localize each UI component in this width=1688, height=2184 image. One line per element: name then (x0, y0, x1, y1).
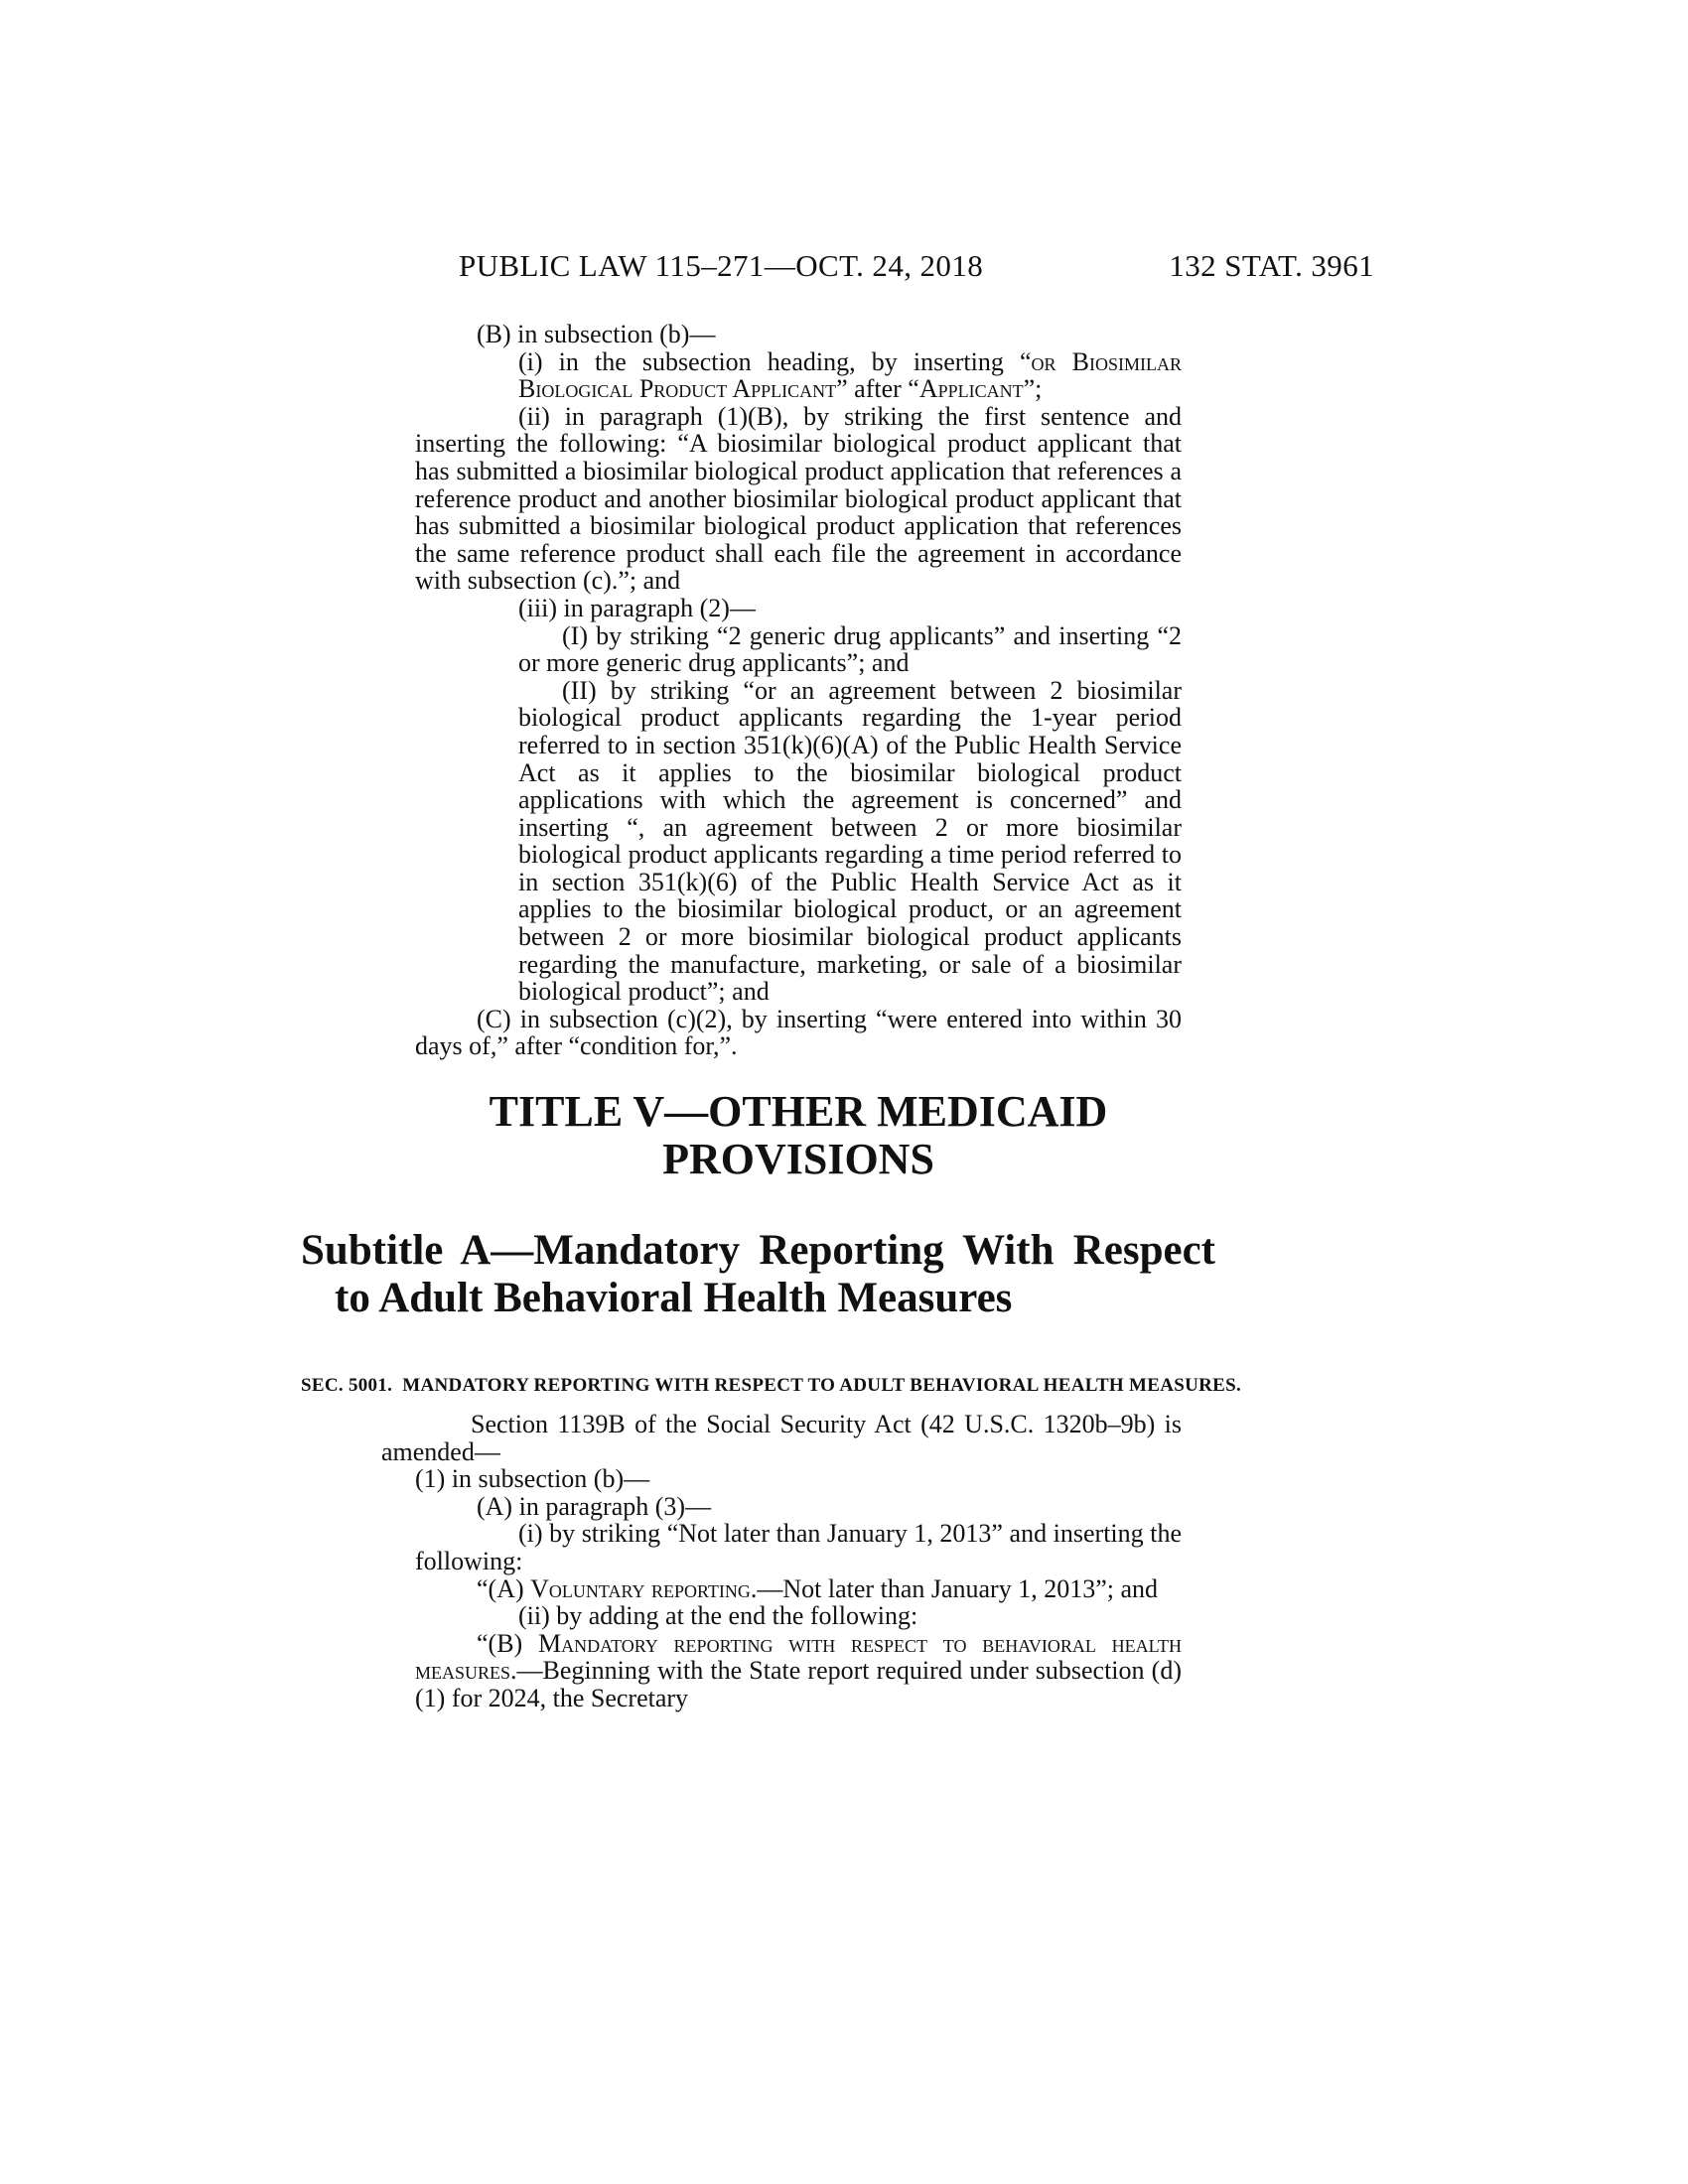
running-header (459, 248, 1374, 284)
document-body (301, 320, 1242, 1712)
header-page-number: 132 STAT. 3961 (1169, 248, 1374, 283)
section-heading (301, 1374, 1326, 1397)
section-title: MANDATORY REPORTING WITH RESPECT TO ADULT BEHAVIORAL HEALTH MEASURES. (402, 1375, 1242, 1397)
amendment-clause-b-i: (i) in the subsection heading, by inserting “or Biosimilar Biological Product Applicant” after “Applicant”; (518, 346, 1183, 404)
amendment-item-b: (B) in subsection (b)— (477, 320, 716, 348)
section-subpara-A: (A) in paragraph (3)— (477, 1491, 712, 1521)
section-intro: Section 1139B of the Social Security Act (42 U.S.C. 1320b–9b) is amended— (381, 1410, 1182, 1466)
title-heading (415, 1088, 1182, 1183)
amendment-clause-b-ii: (ii) in paragraph (1)(B), by striking the first sentence and inserting the following: “A biosimilar biological product applicant that has submitted a biosimilar biological product application that references a reference product and another biosimilar biological product applicant that has submitted a biosimilar biological product application that references the same reference product shall each file the agreement in accordance with subsection (c).”; and (415, 401, 1182, 596)
section-para-1: (1) in subsection (b)— (415, 1464, 650, 1494)
title-line-2: PROVISIONS (662, 1135, 934, 1184)
section-number: SEC. 5001. (301, 1375, 393, 1397)
subtitle-heading: Subtitle A—Mandatory Reporting With Respect to Adult Behavioral Health Measures (301, 1227, 1215, 1322)
header-law-citation: PUBLIC LAW 115–271—OCT. 24, 2018 (459, 248, 984, 283)
amendment-clause-b-iii: (iii) in paragraph (2)— (518, 593, 756, 622)
amendment-item-c: (C) in subsection (c)(2), by inserting “were entered into within 30 days of,” after “condition for,”. (415, 1004, 1182, 1061)
quoted-subpara-B: “(B) Mandatory reporting with respect to behavioral health measures.—Beginning with the State report required under subsection (d)(1) for 2024, the Secretary (415, 1628, 1183, 1712)
section-clause-i: (i) by striking “Not later than January 1, 2013” and inserting the following: (415, 1519, 1182, 1575)
section-clause-ii: (ii) by adding at the end the following: (518, 1601, 918, 1631)
amendment-subclause-I: (I) by striking “2 generic drug applicants” and inserting “2 or more generic drug applicants”; and (518, 620, 1182, 678)
amendment-subclause-II: (II) by striking “or an agreement between 2 biosimilar biological product applicants regarding the 1-year period referred to in section 351(k)(6)(A) of the Public Health Service Act as it applies to the biosimilar biological product applications with which the agreement is concerned” and inserting “, an agreement between 2 or more biosimilar biological product applicants regarding a time period referred to in section 351(k)(6) of the Public Health Service Act as it applies to the biosimilar biological product, or an agreement between 2 or more biosimilar biological product applicants regarding the manufacture, marketing, or sale of a biosimilar biological product”; and (518, 675, 1182, 1007)
title-line-1: TITLE V—OTHER MEDICAID (489, 1087, 1108, 1137)
quoted-subpara-A: “(A) Voluntary reporting.—Not later than January 1, 2013”; and (477, 1573, 1159, 1603)
